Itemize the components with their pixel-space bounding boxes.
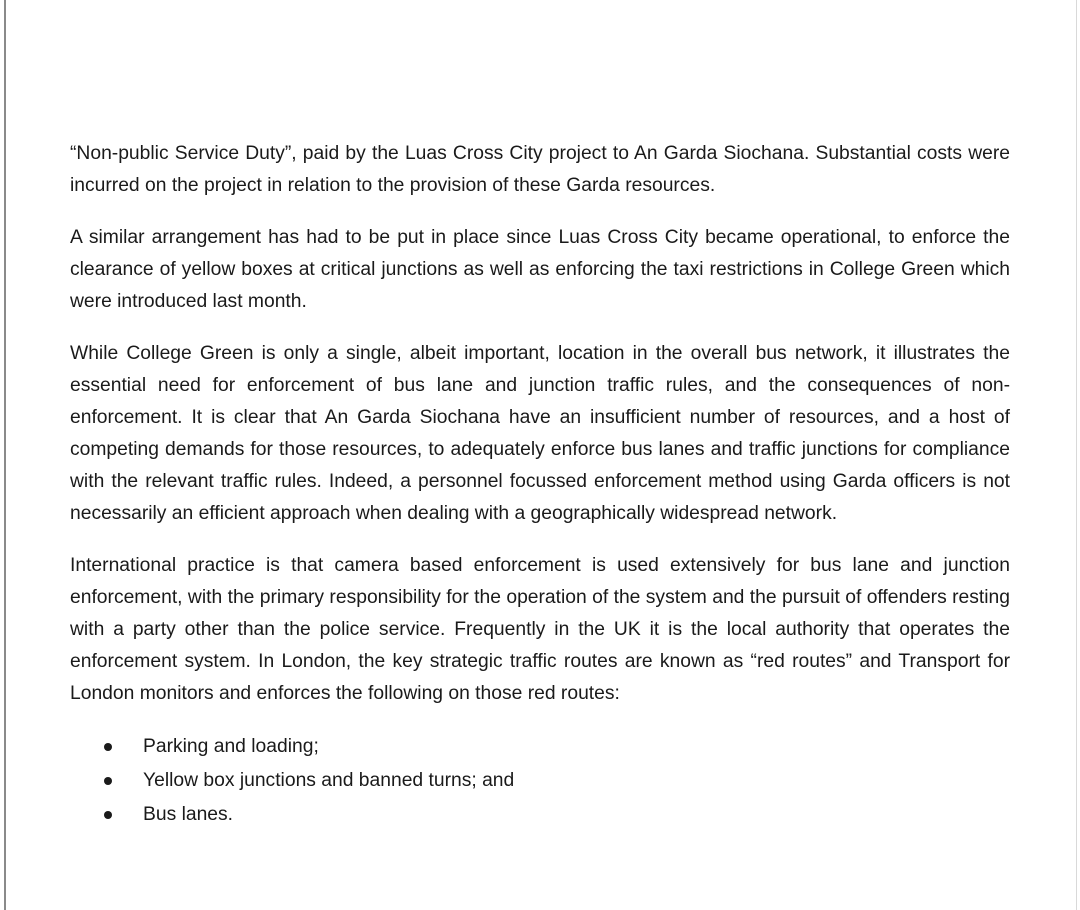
list-item-label: Parking and loading; bbox=[143, 736, 319, 757]
page-left-edge bbox=[4, 0, 6, 910]
bullet-icon bbox=[104, 777, 112, 785]
document-body bbox=[70, 138, 1010, 832]
bullet-icon bbox=[104, 811, 112, 819]
bullet-icon bbox=[104, 743, 112, 751]
list-item bbox=[70, 764, 1010, 798]
paragraph-garda-costs: “Non-public Service Duty”, paid by the Luas Cross City project to An Garda Siochana. Substantial costs were incurred on the project in relation to the provision of these Garda resources. bbox=[70, 143, 1010, 196]
list-item bbox=[70, 730, 1010, 764]
list-item bbox=[70, 798, 1010, 832]
paragraph-international-practice: International practice is that camera based enforcement is used extensively for bus lane and junction enforcement, with the primary responsibility for the operation of the system and the pursuit of offenders resting with a party other than the police service. Frequently in the UK it is the local authority that operates the enforcement system. In London, the key strategic traffic routes are known as “red routes” and Transport for London monitors and enforces the following on those red routes: bbox=[70, 555, 1010, 704]
page-right-edge bbox=[1076, 0, 1077, 910]
paragraph-similar-arrangement: A similar arrangement has had to be put in place since Luas Cross City became operational, to enforce the clearance of yellow boxes at critical junctions as well as enforcing the taxi restrictions in College Green which were introduced last month. bbox=[70, 227, 1010, 312]
list-item-label: Yellow box junctions and banned turns; and bbox=[143, 770, 515, 791]
paragraph-college-green: While College Green is only a single, albeit important, location in the overall bus network, it illustrates the essential need for enforcement of bus lane and junction traffic rules, and the consequences of non-enforcement. It is clear that An Garda Siochana have an insufficient number of resources, and a host of competing demands for those resources, to adequately enforce bus lanes and traffic junctions for compliance with the relevant traffic rules. Indeed, a personnel focussed enforcement method using Garda officers is not necessarily an efficient approach when dealing with a geographically widespread network. bbox=[70, 343, 1010, 524]
red-routes-list bbox=[70, 730, 1010, 832]
list-item-label: Bus lanes. bbox=[143, 804, 234, 825]
